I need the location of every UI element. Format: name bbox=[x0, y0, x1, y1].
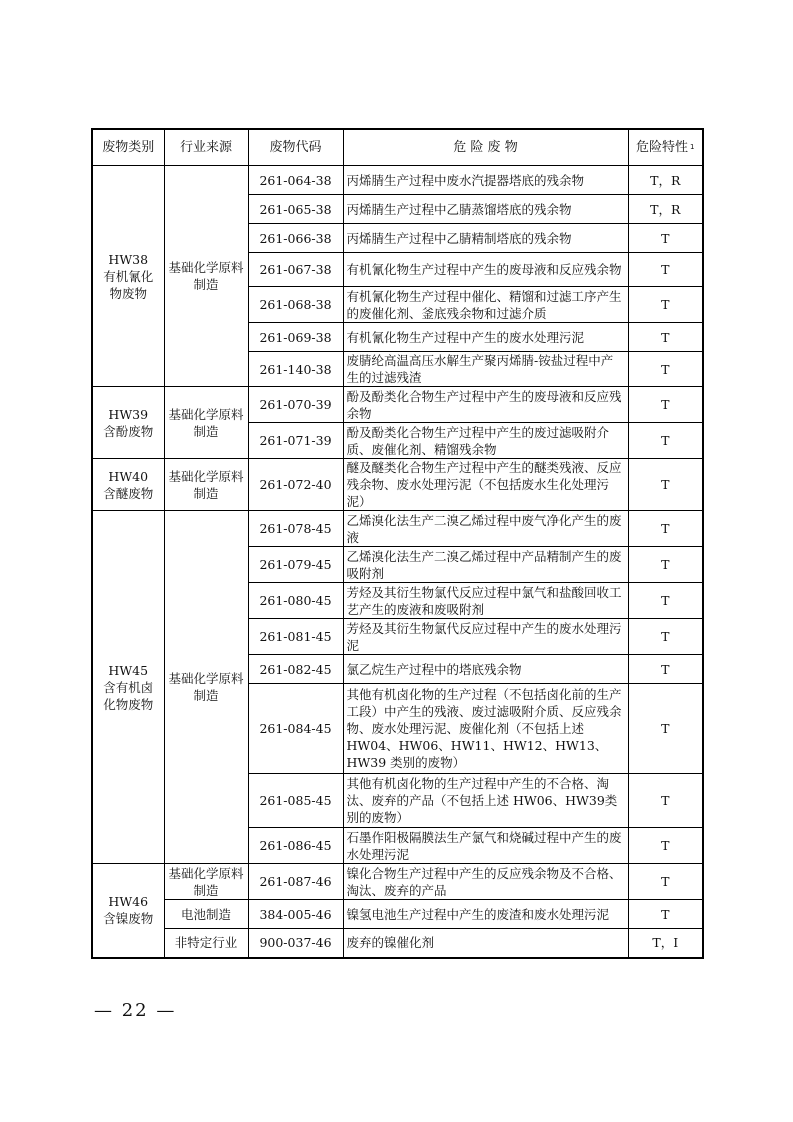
hazard-characteristic-cell: T bbox=[628, 323, 703, 352]
hazardous-waste-description-cell: 有机氰化物生产过程中产生的废母液和反应残余物 bbox=[343, 253, 628, 287]
header-characteristic-label: 危险特性 bbox=[636, 140, 689, 155]
industry-source-cell: 基础化学原料 制造 bbox=[164, 387, 248, 459]
hazard-characteristic-cell: T bbox=[628, 423, 703, 459]
hazard-characteristic-cell: T bbox=[628, 900, 703, 929]
waste-code-cell: 261-080-45 bbox=[248, 583, 343, 619]
hazard-characteristic-cell: T bbox=[628, 387, 703, 423]
hazardous-waste-description-cell: 其他有机卤化物的生产过程中产生的不合格、淘汰、废弃的产品（不包括上述 HW06、HW39类别的废物） bbox=[343, 774, 628, 828]
hazardous-waste-description-cell: 丙烯腈生产过程中废水汽提器塔底的残余物 bbox=[343, 166, 628, 195]
hazardous-waste-table bbox=[91, 128, 704, 959]
waste-code-cell: 261-069-38 bbox=[248, 323, 343, 352]
hazardous-waste-description-cell: 石墨作阳极隔膜法生产氯气和烧碱过程中产生的废水处理污泥 bbox=[343, 828, 628, 864]
hazard-characteristic-cell: T bbox=[628, 774, 703, 828]
waste-code-cell: 261-071-39 bbox=[248, 423, 343, 459]
table-row bbox=[92, 900, 703, 929]
table-row bbox=[92, 511, 703, 547]
hazardous-waste-description-cell: 有机氰化物生产过程中产生的废水处理污泥 bbox=[343, 323, 628, 352]
waste-code-cell: 261-081-45 bbox=[248, 619, 343, 655]
hazard-characteristic-cell: T bbox=[628, 511, 703, 547]
hazardous-waste-description-cell: 醚及醚类化合物生产过程中产生的醚类残液、反应残余物、废水处理污泥（不包括废水生化处理污泥） bbox=[343, 459, 628, 511]
waste-code-cell: 900-037-46 bbox=[248, 929, 343, 958]
header-characteristic bbox=[628, 129, 703, 166]
waste-code-cell: 261-065-38 bbox=[248, 195, 343, 224]
table-row bbox=[92, 166, 703, 195]
table-row bbox=[92, 459, 703, 511]
hazardous-waste-description-cell: 酚及酚类化合物生产过程中产生的废过滤吸附介质、废催化剂、精馏残余物 bbox=[343, 423, 628, 459]
hazard-characteristic-cell: T bbox=[628, 655, 703, 684]
hazardous-waste-description-cell: 镍化合物生产过程中产生的反应残余物及不合格、淘汰、废弃的产品 bbox=[343, 864, 628, 900]
hazard-characteristic-cell: T，R bbox=[628, 166, 703, 195]
waste-code-cell: 261-067-38 bbox=[248, 253, 343, 287]
hazardous-waste-description-cell: 芳烃及其衍生物氯代反应过程中氯气和盐酸回收工艺产生的废液和废吸附剂 bbox=[343, 583, 628, 619]
hazardous-waste-description-cell: 镍氢电池生产过程中产生的废渣和废水处理污泥 bbox=[343, 900, 628, 929]
hazardous-waste-description-cell: 废弃的镍催化剂 bbox=[343, 929, 628, 958]
waste-category-cell: HW46 含镍废物 bbox=[92, 864, 164, 958]
waste-code-cell: 261-086-45 bbox=[248, 828, 343, 864]
hazard-characteristic-cell: T，R bbox=[628, 195, 703, 224]
hazard-characteristic-cell: T bbox=[628, 547, 703, 583]
hazardous-waste-description-cell: 氯乙烷生产过程中的塔底残余物 bbox=[343, 655, 628, 684]
hazardous-waste-description-cell: 芳烃及其衍生物氯代反应过程中产生的废水处理污泥 bbox=[343, 619, 628, 655]
table-header-row bbox=[92, 129, 703, 166]
hazard-characteristic-cell: T bbox=[628, 583, 703, 619]
waste-code-cell: 261-084-45 bbox=[248, 684, 343, 774]
hazard-characteristic-cell: T bbox=[628, 459, 703, 511]
hazard-characteristic-cell: T bbox=[628, 287, 703, 323]
hazardous-waste-description-cell: 乙烯溴化法生产二溴乙烯过程中废气净化产生的废液 bbox=[343, 511, 628, 547]
waste-category-cell: HW38 有机氰化 物废物 bbox=[92, 166, 164, 387]
waste-code-cell: 261-078-45 bbox=[248, 511, 343, 547]
waste-category-cell: HW39 含酚废物 bbox=[92, 387, 164, 459]
hazardous-waste-description-cell: 丙烯腈生产过程中乙腈精制塔底的残余物 bbox=[343, 224, 628, 253]
header-characteristic-footnote: 1 bbox=[690, 143, 695, 151]
waste-code-cell: 261-087-46 bbox=[248, 864, 343, 900]
waste-code-cell: 261-140-38 bbox=[248, 352, 343, 387]
waste-code-cell: 384-005-46 bbox=[248, 900, 343, 929]
table-row bbox=[92, 387, 703, 423]
hazard-characteristic-cell: T，I bbox=[628, 929, 703, 958]
waste-code-cell: 261-070-39 bbox=[248, 387, 343, 423]
industry-source-cell: 非特定行业 bbox=[164, 929, 248, 958]
industry-source-cell: 基础化学原料 制造 bbox=[164, 459, 248, 511]
hazardous-waste-description-cell: 废腈纶高温高压水解生产聚丙烯腈-铵盐过程中产生的过滤残渣 bbox=[343, 352, 628, 387]
hazard-characteristic-cell: T bbox=[628, 864, 703, 900]
hazardous-waste-description-cell: 其他有机卤化物的生产过程（不包括卤化前的生产工段）中产生的残液、废过滤吸附介质、反应残余物、废水处理污泥、废催化剂（不包括上述HW04、HW06、HW11、HW12、HW13、HW39 类别的废物） bbox=[343, 684, 628, 774]
waste-code-cell: 261-064-38 bbox=[248, 166, 343, 195]
table-row bbox=[92, 864, 703, 900]
industry-source-cell: 电池制造 bbox=[164, 900, 248, 929]
table-row bbox=[92, 929, 703, 958]
header-category: 废物类别 bbox=[92, 129, 164, 166]
waste-category-cell: HW45 含有机卤 化物废物 bbox=[92, 511, 164, 864]
table-body bbox=[92, 166, 703, 958]
header-industry: 行业来源 bbox=[164, 129, 248, 166]
waste-category-cell: HW40 含醚废物 bbox=[92, 459, 164, 511]
page-number: — 22 — bbox=[94, 1000, 177, 1021]
hazardous-waste-description-cell: 丙烯腈生产过程中乙腈蒸馏塔底的残余物 bbox=[343, 195, 628, 224]
hazard-characteristic-cell: T bbox=[628, 253, 703, 287]
hazardous-waste-description-cell: 酚及酚类化合物生产过程中产生的废母液和反应残余物 bbox=[343, 387, 628, 423]
hazard-characteristic-cell: T bbox=[628, 828, 703, 864]
waste-code-cell: 261-085-45 bbox=[248, 774, 343, 828]
hazard-characteristic-cell: T bbox=[628, 352, 703, 387]
header-hazard: 危 险 废 物 bbox=[343, 129, 628, 166]
hazardous-waste-description-cell: 乙烯溴化法生产二溴乙烯过程中产品精制产生的废吸附剂 bbox=[343, 547, 628, 583]
header-code: 废物代码 bbox=[248, 129, 343, 166]
industry-source-cell: 基础化学原料 制造 bbox=[164, 864, 248, 900]
hazardous-waste-description-cell: 有机氰化物生产过程中催化、精馏和过滤工序产生的废催化剂、釜底残余物和过滤介质 bbox=[343, 287, 628, 323]
hazard-characteristic-cell: T bbox=[628, 619, 703, 655]
waste-code-cell: 261-072-40 bbox=[248, 459, 343, 511]
waste-code-cell: 261-066-38 bbox=[248, 224, 343, 253]
industry-source-cell: 基础化学原料 制造 bbox=[164, 166, 248, 387]
hazard-characteristic-cell: T bbox=[628, 684, 703, 774]
hazard-characteristic-cell: T bbox=[628, 224, 703, 253]
waste-code-cell: 261-082-45 bbox=[248, 655, 343, 684]
waste-code-cell: 261-068-38 bbox=[248, 287, 343, 323]
industry-source-cell: 基础化学原料 制造 bbox=[164, 511, 248, 864]
waste-code-cell: 261-079-45 bbox=[248, 547, 343, 583]
